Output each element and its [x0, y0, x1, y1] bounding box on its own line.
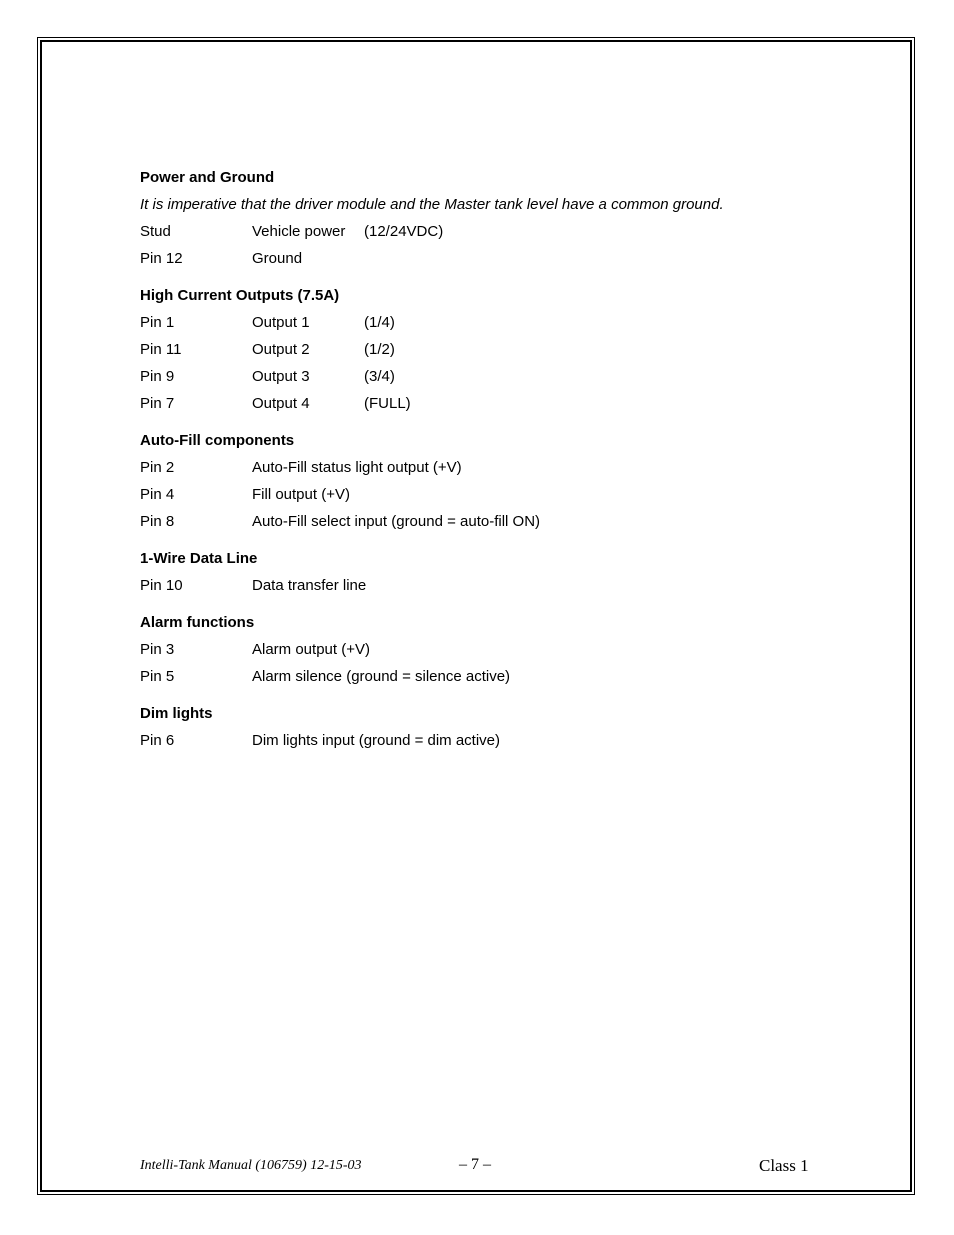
pin-description: Data transfer line — [252, 577, 367, 594]
section-dim-lights — [140, 700, 840, 754]
footer-class-label: Class 1 — [759, 1156, 809, 1175]
pinout-content — [140, 164, 840, 754]
pin-row — [140, 218, 840, 245]
footer-page-number: – 7 – — [459, 1156, 491, 1173]
pin-label: Pin 1 — [140, 314, 175, 331]
pin-extra: (3/4) — [364, 368, 395, 385]
pin-description: Alarm output (+V) — [252, 641, 370, 658]
pin-label: Pin 7 — [140, 395, 175, 412]
pin-row — [140, 245, 840, 272]
pin-extra: (1/2) — [364, 341, 395, 358]
section-high-current-outputs — [140, 282, 840, 417]
pin-description: Auto-Fill select input (ground = auto-fill ON) — [252, 513, 541, 530]
pin-label: Pin 8 — [140, 513, 175, 530]
pin-extra: (FULL) — [364, 395, 411, 412]
section-title: Auto-Fill components — [140, 432, 295, 449]
pin-label: Pin 4 — [140, 486, 175, 503]
section-title: 1-Wire Data Line — [140, 550, 258, 567]
pin-description: Vehicle power — [252, 223, 346, 240]
pin-extra: (12/24VDC) — [364, 223, 444, 240]
section-auto-fill — [140, 427, 840, 535]
section-power-ground — [140, 164, 840, 272]
pin-description: Output 1 — [252, 314, 310, 331]
pin-description: Dim lights input (ground = dim active) — [252, 732, 501, 749]
pin-row — [140, 454, 840, 481]
common-ground-note: It is imperative that the driver module and the Master tank level have a common ground. — [140, 196, 724, 213]
section-title: Power and Ground — [140, 169, 275, 186]
pin-description: Output 4 — [252, 395, 310, 412]
pin-label: Pin 12 — [140, 250, 183, 267]
pin-description: Fill output (+V) — [252, 486, 350, 503]
pin-label: Pin 2 — [140, 459, 175, 476]
pin-description: Auto-Fill status light output (+V) — [252, 459, 462, 476]
section-title: Dim lights — [140, 705, 213, 722]
pin-row — [140, 390, 840, 417]
pin-label: Pin 10 — [140, 577, 183, 594]
pin-extra: (1/4) — [364, 314, 395, 331]
pin-row — [140, 572, 840, 599]
pin-row — [140, 309, 840, 336]
section-alarm-functions — [140, 609, 840, 690]
section-1-wire-data — [140, 545, 840, 599]
pin-label: Pin 9 — [140, 368, 175, 385]
pin-row — [140, 636, 840, 663]
pin-row — [140, 481, 840, 508]
pin-description: Output 2 — [252, 341, 310, 358]
section-title: High Current Outputs (7.5A) — [140, 287, 340, 304]
pin-label: Stud — [140, 223, 171, 240]
pin-row — [140, 508, 840, 535]
footer-manual-title: Intelli-Tank Manual (106759) 12-15-03 — [140, 1158, 362, 1173]
pin-row — [140, 663, 840, 690]
pin-row — [140, 727, 840, 754]
page-footer — [0, 1156, 954, 1180]
pin-row — [140, 363, 840, 390]
pin-label: Pin 3 — [140, 641, 175, 658]
section-title: Alarm functions — [140, 614, 255, 631]
pin-description: Alarm silence (ground = silence active) — [252, 668, 511, 685]
pin-description: Output 3 — [252, 368, 310, 385]
pin-label: Pin 6 — [140, 732, 175, 749]
pin-label: Pin 11 — [140, 341, 182, 358]
pin-row — [140, 336, 840, 363]
pin-description: Ground — [252, 250, 303, 267]
pin-label: Pin 5 — [140, 668, 175, 685]
